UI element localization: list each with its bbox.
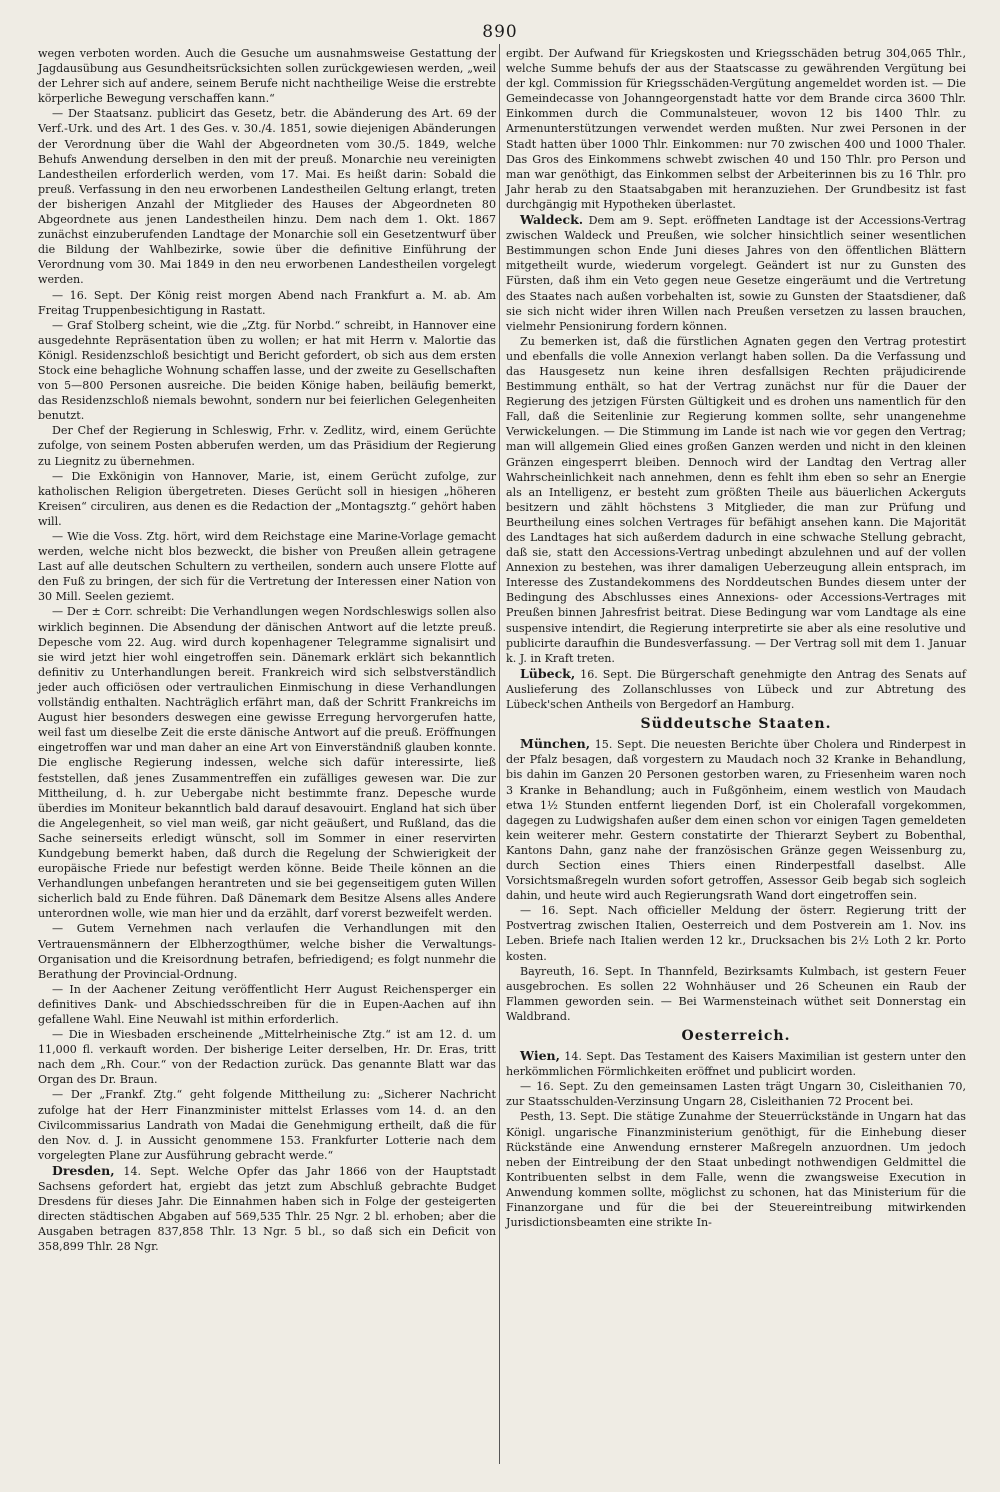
article-paragraph bbox=[38, 1163, 496, 1255]
article-paragraph: ergibt. Der Aufwand für Kriegskosten und Kriegsschäden betrug 304,065 Thlr., welche Summe behufs der aus der Staatscasse zu gewährenden Vergütung bei der kgl. Commission für Kriegsschäden-Vergütung angemeldet worden ist. — Die Gemeindecasse von Johanngeorgenstadt hatte vor dem Brande circa 3600 Thlr. Einkommen durch die Communalsteuer, wovon 12 bis 1400 Thlr. zu Armenunterstützungen verwendet werden mußten. Nur zwei Personen in der Stadt hatten über 1000 Thlr. Einkommen: nur 70 zwischen 400 und 1000 Thaler. Das Gros des Einkommens schwebt zwischen 40 und 150 Thlr. pro Person und man war genöthigt, das Einkommen selbst der Arbeiterinnen bis zu 16 Thlr. pro Jahr herab zu den Staatsabgaben mit heranzuziehen. Der Grundbesitz ist fast durchgängig mit Hypotheken überlastet. bbox=[506, 47, 966, 211]
article-paragraph: — Der „Frankf. Ztg.“ geht folgende Mittheilung zu: „Sicherer Nachricht zufolge hat der Herr Finanzminister mittelst Erlasses vom 14. d. an den Civilcommissarius Landrath von Madai die Genehmigung ertheilt, daß die für den Nov. d. J. in Aussicht genommene 153. Frankfurter Lotterie nach dem vorgelegten Plane zur Ausführung gebracht werde.“ bbox=[38, 1088, 496, 1162]
section-heading: Oesterreich. bbox=[681, 1028, 791, 1044]
dateline: München, bbox=[520, 736, 591, 752]
article-paragraph: — Gutem Vernehmen nach verlaufen die Verhandlungen mit den Vertrauensmännern der Elbherzogthümer, welche bisher die Verwaltungs-Organisation und die Kreisordnung betrafen, befriedigend; es folgt nunmehr die Berathung der Provincial-Ordnung. bbox=[38, 922, 496, 981]
article-paragraph: — Der Staatsanz. publicirt das Gesetz, betr. die Abänderung des Art. 69 der Verf.-Urk. und des Art. 1 des Ges. v. 30./4. 1851, sowie diejenigen Abänderungen der Verordnung über die Wahl der Abgeordneten vom 30./5. 1849, welche Behufs Anwendung derselben in den mit der preuß. Monarchie neu vereinigten Landestheilen erforderlich werden, vom 17. Mai. Es heißt darin: Sobald die preuß. Verfassung in den neu erworbenen Landestheilen Geltung erlangt, treten der bisherigen Anzahl der Mitglieder des Hauses der Abgeordneten 80 Abgeordnete aus jenen Landestheilen hinzu. Dem nach dem 1. Okt. 1867 zunächst einzuberufenden Landtage der Monarchie soll ein Gesetzentwurf über die Bildung der Wahlbezirke, sowie über die definitive Einführung der Verordnung vom 30. Mai 1849 in den neu erworbenen Landestheilen vorgelegt werden. bbox=[38, 107, 496, 287]
page-number: 890 bbox=[482, 22, 518, 42]
article-paragraph bbox=[506, 212, 966, 334]
article-paragraph: — Der ± Corr. schreibt: Die Verhandlungen wegen Nordschleswigs sollen also wirklich beginnen. Die Absendung der dänischen Antwort auf die letzte preuß. Depesche vom 22. Aug. wird durch kopenhagener Telegramme signalisirt und sie wird jetzt hier wohl eingetroffen sein. Dänemark erklärt sich bekanntlich definitiv zu Unterhandlungen bereit. Frankreich wird sich selbstverständlich jeder auch officiösen oder vertraulichen Einmischung in diese Verhandlungen vollständig enthalten. Nachträglich erfährt man, daß der Schritt Frankreichs im August hier besonders deswegen eine gewisse Erregung hervorgerufen hatte, weil fast um dieselbe Zeit die erste dänische Antwort auf die preuß. Eröffnungen eingetroffen war und man daher an eine Art von Einverständniß glauben konnte. Die englische Regierung indessen, welche sich dafür interessirte, ließ feststellen, daß jenes Zusammentreffen ein zufälliges gewesen war. Die zur Mittheilung, d. h. zur Uebergabe nicht bestimmte franz. Depesche wurde überdies im Moniteur bekanntlich bald darauf desavouirt. England hat sich über die Angelegenheit, so viel man weiß, gar nicht geäußert, und Rußland, das die Sache seinerseits erledigt wünscht, soll im Sommer in einer reservirten Kundgebung bemerkt haben, daß durch die Regelung der Schwierigkeit der europäische Friede nur befestigt werden könne. Beide Theile können an die Verhandlungen unbefangen herantreten und sie bei gegenseitigem guten Willen sicherlich bald zu Ende führen. Daß Dänemark dem Besitze Alsens alles Andere unterordnen wolle, wie man hier und da erzählt, darf vorerst bezweifelt werden. bbox=[38, 605, 496, 921]
left-column bbox=[38, 46, 496, 1255]
article-paragraph bbox=[506, 736, 966, 903]
paragraph-text: 16. Sept. Die Bürgerschaft genehmigte den Antrag des Senats auf Auslieferung des Zollanschlusses von Lübeck und zur Abtretung des Lübeck'schen Antheils von Bergedorf an Hamburg. bbox=[506, 667, 966, 712]
article-paragraph: — Wie die Voss. Ztg. hört, wird dem Reichstage eine Marine-Vorlage gemacht werden, welche nicht blos bezweckt, die bisher von Preußen allein getragene Last auf alle deutschen Schultern zu vertheilen, sondern auch unsere Flotte auf den Fuß zu bringen, der sich für die Vertretung der Interessen einer Nation von 30 Mill. Seelen geziemt. bbox=[38, 530, 496, 604]
paragraph-text: Dem am 9. Sept. eröffneten Landtage ist der Accessions-Vertrag zwischen Waldeck und Preußen, wie solcher hinsichtlich seiner wesentlichen Bestimmungen schon Ende Juni dieses Jahres von den öffentlichen Blättern mitgetheilt wurde, wiederum vorgelegt. Geändert ist nur zu Gunsten des Fürsten, daß ihm ein Veto gegen neue Gesetze eingeräumt und die Vertretung des Staates nach außen vorbehalten ist, sowie zu Gunsten der Staatsdiener, daß sie sich nicht wider ihren Willen nach Preußen versetzen zu lassen brauchen, vielmehr Pensionirung fordern können. bbox=[506, 214, 966, 333]
article-paragraph: — Die Exkönigin von Hannover, Marie, ist, einem Gerücht zufolge, zur katholischen Religion übergetreten. Dieses Gerücht soll in hiesigen „höheren Kreisen“ circuliren, aus denen es die Redaction der „Montagsztg.“ gehört haben will. bbox=[38, 469, 496, 528]
article-paragraph: — In der Aachener Zeitung veröffentlicht Herr August Reichensperger ein definitives Dank- und Abschiedsschreiben für die in Eupen-Aachen auf ihn gefallene Wahl. Eine Neuwahl ist mithin erforderlich. bbox=[38, 982, 496, 1026]
dateline: Wien, bbox=[520, 1048, 560, 1064]
dateline: Waldeck. bbox=[520, 212, 584, 228]
column-divider bbox=[499, 44, 500, 1464]
article-paragraph bbox=[506, 1048, 966, 1079]
article-paragraph: — 16. Sept. Nach officieller Meldung der österr. Regierung tritt der Postvertrag zwischen Italien, Oesterreich und dem Postverein am 1. Nov. ins Leben. Briefe nach Italien werden 12 kr., Drucksachen bis 2½ Loth 2 kr. Porto kosten. bbox=[506, 904, 966, 963]
paragraph-text: 14. Sept. Das Testament des Kaisers Maximilian ist gestern unter den herkömmlichen Förmlichkeiten eröffnet und publicirt worden. bbox=[506, 1050, 966, 1079]
section-heading: Süddeutsche Staaten. bbox=[640, 716, 832, 733]
article-paragraph: — 16. Sept. Zu den gemeinsamen Lasten trägt Ungarn 30, Cisleithanien 70, zur Staatsschulden-Verzinsung Ungarn 28, Cisleithanien 72 Procent bei. bbox=[506, 1080, 966, 1109]
article-paragraph bbox=[506, 666, 966, 712]
dateline: Lübeck, bbox=[520, 665, 576, 681]
paragraph-text: 14. Sept. Welche Opfer das Jahr 1866 von der Hauptstadt Sachsens gefordert hat, ergiebt das jetzt zum Abschluß gebrachte Budget Dresdens für dieses Jahr. Die Einnahmen haben sich in Folge der gesteigerten directen städtischen Abgaben auf 569,535 Thlr. 25 Ngr. 2 bl. erhoben; aber die Ausgaben betragen 837,858 Thlr. 13 Ngr. 5 bl., so daß sich ein Deficit von 358,899 Thlr. 28 Ngr. bbox=[38, 1164, 496, 1254]
paragraph-text: 15. Sept. Die neuesten Berichte über Cholera und Rinderpest in der Pfalz besagen, daß vorgestern zu Maudach noch 32 Kranke in Behandlung, bis dahin im Ganzen 20 Personen gestorben waren, zu Friesenheim waren noch 3 Kranke in Behandlung; auch in Fußgönheim, einem westlich von Maudach etwa 1½ Stunden entfernt liegenden Dorf, ist ein Cholerafall vorgekommen, dagegen zu Ludwigshafen außer dem einen schon vor einigen Tagen gemeldeten kein weiterer mehr. Gestern constatirte der Thierarzt Seybert zu Bobenthal, Kantons Dahn, ganz nahe der französischen Gränze gegen Weissenburg zu, durch Section eines Thiers einen Rinderpestfall daselbst. Alle Vorsichtsmaßregeln wurden sofort getroffen, Assessor Geib begab sich sogleich dahin, und heute wird auch Regierungsrath Wand dort eingetroffen sein. bbox=[506, 738, 966, 903]
article-paragraph: wegen verboten worden. Auch die Gesuche um ausnahmsweise Gestattung der Jagdausübung aus Gesundheitsrücksichten sollen zurückgewiesen werden, „weil der Lehrer sich auf andere, seinem Berufe nicht nachtheilige Weise die erstrebte körperliche Bewegung verschaffen kann.“ bbox=[38, 47, 496, 106]
article-paragraph: — 16. Sept. Der König reist morgen Abend nach Frankfurt a. M. ab. Am Freitag Truppenbesichtigung in Rastatt. bbox=[38, 288, 496, 317]
article-paragraph: Pesth, 13. Sept. Die stätige Zunahme der Steuerrückstände in Ungarn hat das Königl. ungarische Finanzministerium genöthigt, für die Einhebung dieser Rückstände eine Anwendung ernsterer Maßregeln anzuordnen. Um jedoch neben der Eintreibung der den Staat unbedingt nothwendigen Geldmittel die Kontribuenten selbst in dem Falle, wenn die zwangsweise Execution in Anwendung kommen sollte, möglichst zu schonen, hat das Ministerium für die Finanzorgane und für die bei der Steuereintreibung mitwirkenden Jurisdictionsbeamten eine strikte In- bbox=[506, 1110, 966, 1230]
article-paragraph: — Die in Wiesbaden erscheinende „Mittelrheinische Ztg.“ ist am 12. d. um 11,000 fl. verkauft worden. Der bisherige Leiter derselben, Hr. Dr. Eras, tritt nach dem „Rh. Cour.“ von der Redaction zurück. Das genannte Blatt war das Organ des Dr. Braun. bbox=[38, 1028, 496, 1087]
dateline: Dresden, bbox=[52, 1162, 115, 1178]
article-paragraph: Zu bemerken ist, daß die fürstlichen Agnaten gegen den Vertrag protestirt und ebenfalls die volle Annexion verlangt haben sollen. Da die Verfassung und das Hausgesetz nun keine ihren desfallsigen Rechten präjudicirende Bestimmung enthält, so hat der Vertrag zunächst nur für die Dauer der Regierung des jetzigen Fürsten Gültigkeit und es drohen uns namentlich für den Fall, daß die Seitenlinie zur Regierung kommen sollte, sehr unangenehme Verwickelungen. — Die Stimmung im Lande ist nach wie vor gegen den Vertrag; man will allgemein Glied eines großen Ganzen werden und nicht in den kleinen Gränzen eingesperrt bleiben. Dennoch wird der Landtag den Vertrag aller Wahrscheinlichkeit nach annehmen, denn es fehlt ihm eben so sehr an Energie als an Intelligenz, er besteht zum größten Theile aus bäuerlichen Ackerguts besitzern und zählt höchstens 3 Mitglieder, die man zur Prüfung und Beurtheilung eines solchen Vertrages für befähigt ansehen kann. Die Majorität des Landtages hat sich außerdem dadurch in eine schwache Stellung gebracht, daß sie, statt den Accessions-Vertrag unbedingt abzulehnen und auf der vollen Annexion zu bestehen, was ihrer damaligen Ueberzeugung allein entsprach, im Interesse des Zustandekommens des Norddeutschen Bundes diesem unter der Bedingung des Abschlusses eines Annexions- oder Accessions-Vertrages mit Preußen binnen Jahresfrist beitrat. Diese Bedingung war vom Landtage als eine suspensive intendirt, die Regierung interpretirte sie aber als eine resolutive und publicirte daraufhin die Bundesverfassung. — Der Vertrag soll mit dem 1. Januar k. J. in Kraft treten. bbox=[506, 334, 966, 665]
right-column bbox=[506, 46, 966, 1230]
article-paragraph: Bayreuth, 16. Sept. In Thannfeld, Bezirksamts Kulmbach, ist gestern Feuer ausgebrochen. Es sollen 22 Wohnhäuser und 26 Scheunen ein Raub der Flammen geworden sein. — Bei Warmensteinach wüthet seit Donnerstag ein Waldbrand. bbox=[506, 964, 966, 1023]
article-paragraph: — Graf Stolberg scheint, wie die „Ztg. für Norbd.“ schreibt, in Hannover eine ausgedehnte Repräsentation üben zu wollen; er hat mit Herrn v. Malortie das Königl. Residenzschloß besichtigt und Bericht gefordert, ob sich aus dem ersten Stock eine behagliche Wohnung schaffen lasse, und der zweite zu Gesellschaften von 5—800 Personen ausreiche. Die beiden Könige haben, beiläufig bemerkt, das Residenzschloß niemals bewohnt, sondern nur bei feierlichen Gelegenheiten benutzt. bbox=[38, 318, 496, 423]
article-paragraph: Der Chef der Regierung in Schleswig, Frhr. v. Zedlitz, wird, einem Gerüchte zufolge, von seinem Posten abberufen werden, um das Präsidium der Regierung zu Liegnitz zu übernehmen. bbox=[38, 424, 496, 468]
